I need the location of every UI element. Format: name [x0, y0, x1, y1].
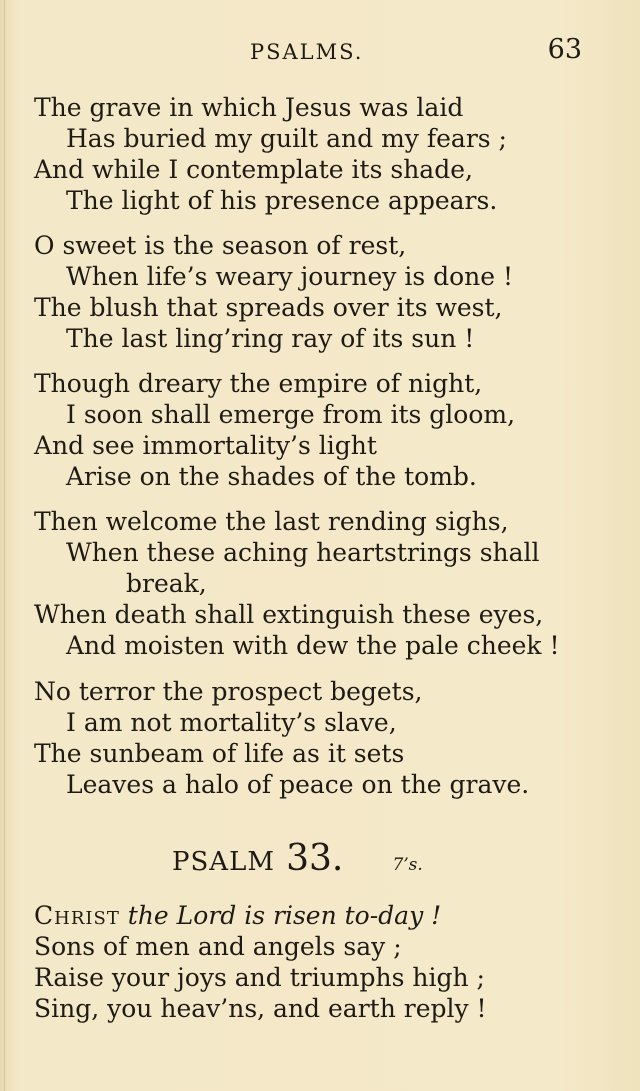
- psalm-heading: [172, 838, 423, 879]
- psalm-meter: 7’s.: [392, 855, 423, 875]
- verse-line: The last ling’ring ray of its sun !: [66, 324, 475, 353]
- verse-line: When life’s weary journey is done !: [66, 262, 514, 291]
- verse-line: When these aching heartstrings shall: [66, 538, 540, 567]
- verse-line: I am not mortality’s slave,: [66, 708, 397, 737]
- verse-line: No terror the prospect begets,: [34, 677, 423, 706]
- psalm-label: PSALM: [172, 847, 275, 877]
- verse-line: Then welcome the last rending sighs,: [34, 507, 509, 536]
- verse-line: And while I contemplate its shade,: [34, 155, 473, 184]
- verse-line: The blush that spreads over its west,: [34, 293, 503, 322]
- verse-line: And moisten with dew the pale cheek !: [66, 631, 560, 660]
- verse-line: Leaves a halo of peace on the grave.: [66, 770, 530, 799]
- psalm-33-stanza-1: [34, 900, 594, 1024]
- verse-line: break,: [126, 569, 207, 598]
- verse-line: The grave in which Jesus was laid: [34, 93, 464, 122]
- verse-line: Sons of men and angels say ;: [34, 932, 402, 961]
- verse-line: The light of his presence appears.: [66, 186, 498, 215]
- stanza-3: [34, 368, 594, 492]
- verse-line: I soon shall emerge from its gloom,: [66, 400, 516, 429]
- stanza-5: [34, 676, 594, 800]
- stanza-4: [34, 506, 594, 661]
- verse-line: When death shall extinguish these eyes,: [34, 600, 544, 629]
- first-word-small-caps: Christ: [34, 901, 120, 930]
- stanza-2: [34, 230, 594, 354]
- gutter-line: [4, 0, 5, 1091]
- verse-line: Raise your joys and triumphs high ;: [34, 963, 485, 992]
- verse-line: Sing, you heav’ns, and earth reply !: [34, 994, 487, 1023]
- psalm-number: 33.: [286, 838, 344, 879]
- verse-line: Though dreary the empire of night,: [34, 369, 483, 398]
- stanza-1: [34, 92, 594, 216]
- verse-line: Arise on the shades of the tomb.: [66, 462, 477, 491]
- running-head: PSALMS.: [250, 40, 364, 64]
- page-number: 63: [547, 34, 582, 65]
- verse-line: [34, 900, 594, 931]
- verse-line: The sunbeam of life as it sets: [34, 739, 405, 768]
- verse-line: Has buried my guilt and my fears ;: [66, 124, 507, 153]
- verse-line: O sweet is the season of rest,: [34, 231, 407, 260]
- verse-line: And see immortality’s light: [34, 431, 377, 460]
- first-line-italic: the Lord is risen to-day !: [127, 901, 442, 930]
